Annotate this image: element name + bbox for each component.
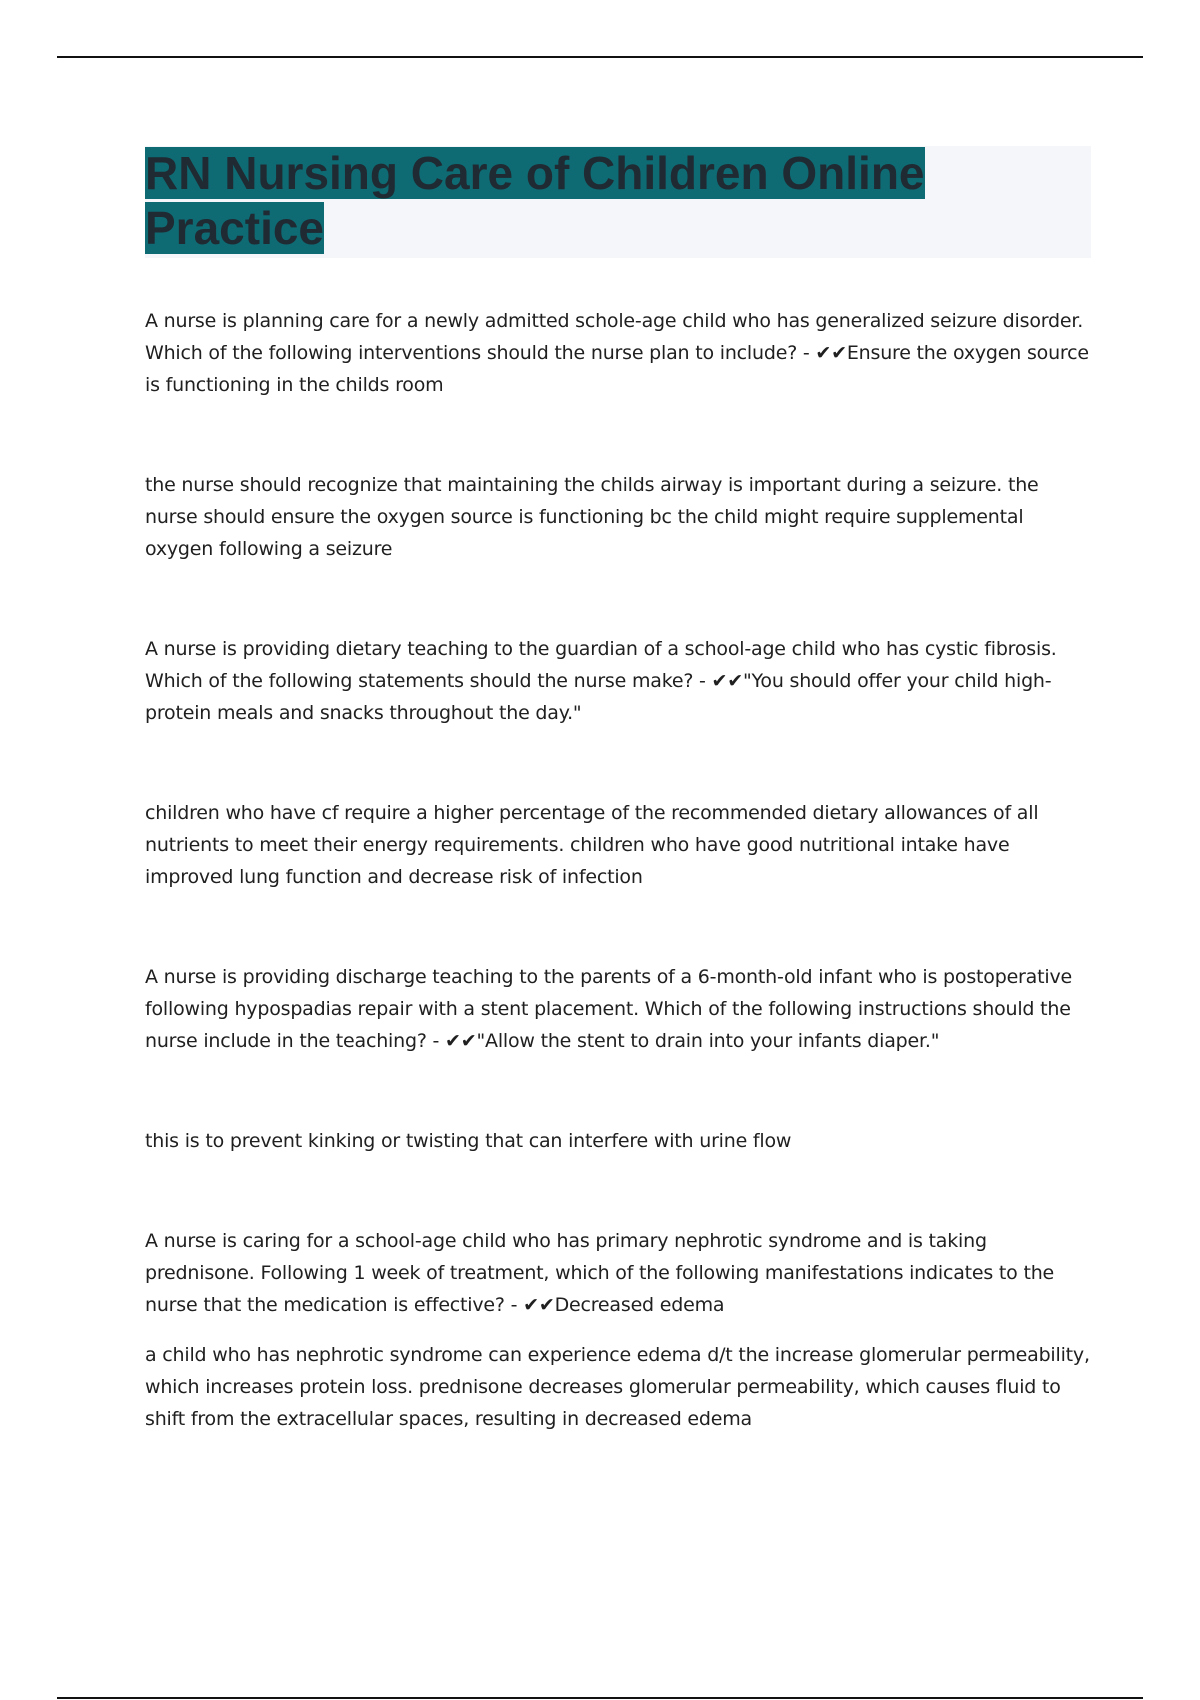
top-rule [57, 56, 1143, 58]
rationale-2: children who have cf require a higher percentage of the recommended dietary allowances of all nutrients to meet their energy requirements. children who have good nutritional intake have improved lung function and decrease risk of infection [145, 802, 1039, 888]
document-title-text: RN Nursing Care of Children Online Practice [145, 147, 925, 254]
title-block [145, 146, 1091, 258]
question-4: A nurse is caring for a school-age child who has primary nephrotic syndrome and is taking prednisone. Following 1 week of treatment, which of the following manifestations indicates to the nurse that the medication is effective? - ✔✔Decreased edema [145, 1230, 1055, 1316]
document-body [145, 305, 1091, 1435]
rationale-4: a child who has nephrotic syndrome can experience edema d/t the increase glomerular permeability, which increases protein loss. prednisone decreases glomerular permeability, which causes fluid to shift from the extracellular spaces, resulting in decreased edema [145, 1344, 1090, 1430]
question-2: A nurse is providing dietary teaching to the guardian of a school-age child who has cystic fibrosis. Which of the following statements should the nurse make? - ✔✔"You should offer your child high-protein meals and snacks throughout the day." [145, 638, 1057, 724]
document-title [145, 146, 975, 256]
question-3: A nurse is providing discharge teaching to the parents of a 6-month-old infant who is postoperative following hypospadias repair with a stent placement. Which of the following instructions should the nurse include in the teaching? - ✔✔"Allow the stent to drain into your infants diaper." [145, 966, 1072, 1052]
rationale-3: this is to prevent kinking or twisting that can interfere with urine flow [145, 1130, 792, 1152]
question-1: A nurse is planning care for a newly admitted schole-age child who has generalized seizure disorder. Which of the following interventions should the nurse plan to include? - ✔✔Ensure the oxygen source is functioning in the childs room [145, 310, 1089, 396]
bottom-rule [57, 1697, 1143, 1699]
rationale-1: the nurse should recognize that maintaining the childs airway is important during a seizure. the nurse should ensure the oxygen source is functioning bc the child might require supplemental oxygen following a seizure [145, 474, 1039, 560]
